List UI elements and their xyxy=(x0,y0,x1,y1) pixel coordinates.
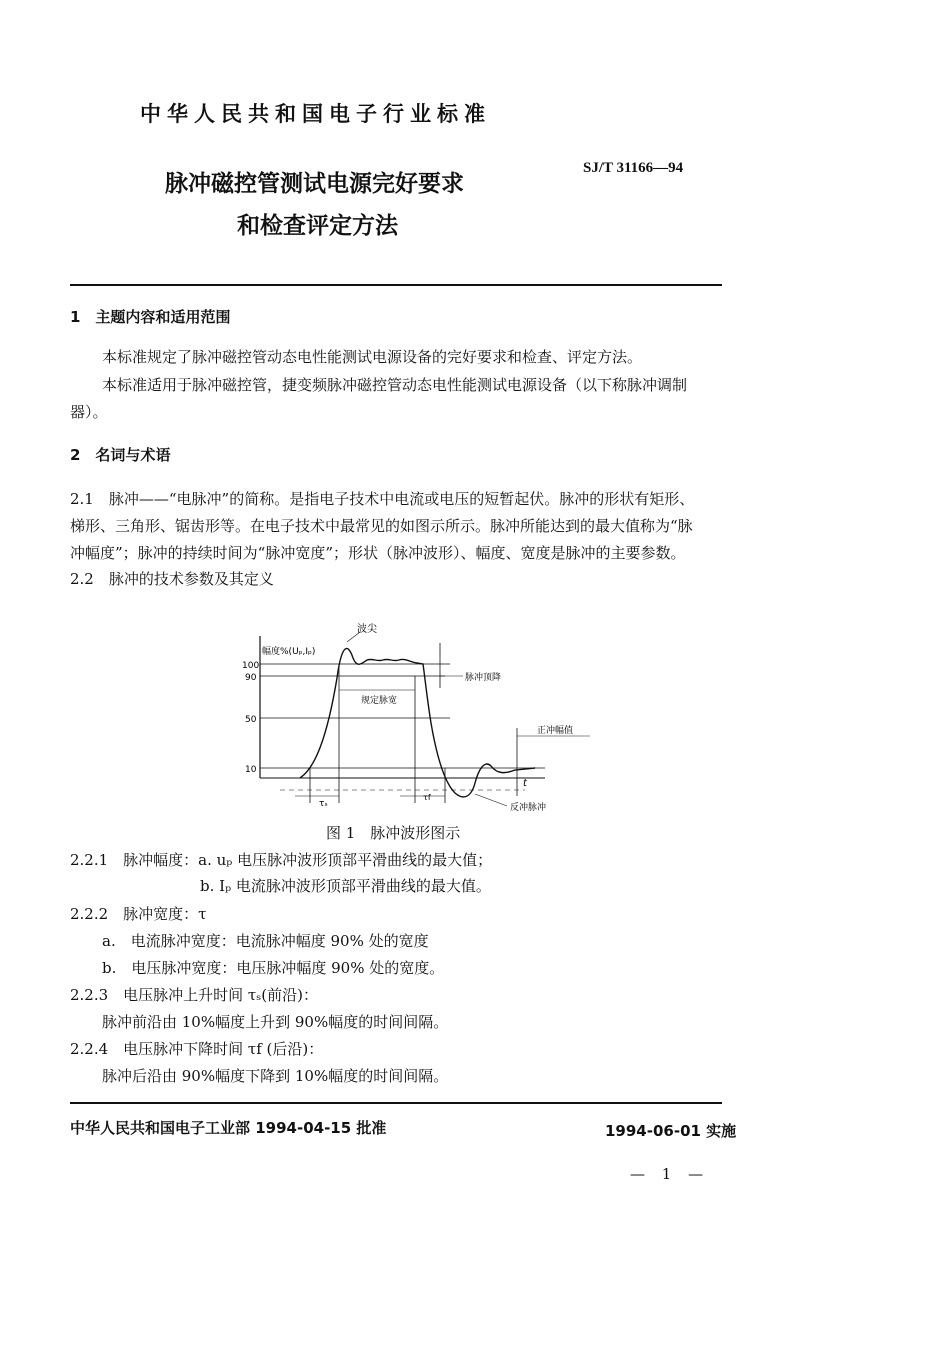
def-2-2-4: 2.2.4 电压脉冲下降时间 τf (后沿)： xyxy=(70,1040,324,1058)
y-axis-label: 幅度%(Uₚ,Iₚ) xyxy=(262,647,316,657)
pulse-waveform-curve xyxy=(300,648,535,796)
label-tau-s: τₛ xyxy=(319,799,328,809)
y-tick-100: 100 xyxy=(242,661,260,671)
reverse-leader xyxy=(475,794,507,806)
def-2-2-2-b: b. 电压脉冲宽度：电压脉冲幅度 90% 处的宽度。 xyxy=(102,959,445,977)
label-tau-f: τf xyxy=(423,793,431,802)
section-1-paragraph-1: 本标准规定了脉冲磁控管动态电性能测试电源设备的完好要求和检查、评定方法。 xyxy=(102,348,643,366)
y-tick-10: 10 xyxy=(245,765,257,775)
def-2-2-3: 2.2.3 电压脉冲上升时间 τₛ(前沿)： xyxy=(70,986,318,1004)
def-2-2-1-a: 2.2.1 脉冲幅度：a. uₚ 电压脉冲波形顶部平滑曲线的最大值； xyxy=(70,851,493,869)
y-tick-90: 90 xyxy=(245,673,257,683)
standard-code: SJ/T 31166—94 xyxy=(583,160,684,176)
section-1-paragraph-2: 本标准适用于脉冲磁控管，捷变频脉冲磁控管动态电性能测试电源设备（以下称脉冲调制 xyxy=(102,376,688,394)
section-2-1-line1: 2.1 脉冲——“电脉冲”的简称。是指电子技术中电流或电压的短暂起伏。脉冲的形状有矩形、 xyxy=(70,490,695,508)
label-droop: 脉冲顶降 xyxy=(465,673,502,683)
standard-header: 中华人民共和国电子行业标准 xyxy=(140,102,491,126)
doc-title-line2: 和检查评定方法 xyxy=(237,213,398,239)
y-tick-50: 50 xyxy=(245,715,257,725)
section-1-heading: 1 主题内容和适用范围 xyxy=(70,308,231,326)
section-2-2: 2.2 脉冲的技术参数及其定义 xyxy=(70,570,274,588)
def-2-2-3-text: 脉冲前沿由 10%幅度上升到 90%幅度的时间间隔。 xyxy=(102,1013,449,1031)
def-2-2-2: 2.2.2 脉冲宽度：τ xyxy=(70,905,207,923)
section-2-heading: 2 名词与术语 xyxy=(70,446,171,464)
header-rule xyxy=(70,284,722,286)
def-2-2-1-b: b. Iₚ 电流脉冲波形顶部平滑曲线的最大值。 xyxy=(200,877,491,895)
label-overshoot: 波尖 xyxy=(357,624,377,635)
def-2-2-2-a: a. 电流脉冲宽度：电流脉冲幅度 90% 处的宽度 xyxy=(102,932,429,950)
label-reverse: 反冲脉冲 xyxy=(510,803,547,813)
figure-caption: 图 1 脉冲波形图示 xyxy=(326,824,461,842)
footer-effective: 1994-06-01 实施 xyxy=(605,1122,737,1140)
footer-rule xyxy=(70,1102,722,1104)
label-t: t xyxy=(523,778,527,789)
section-2-1-line3: 冲幅度”；脉冲的持续时间为“脉冲宽度”；形状（脉冲波形）、幅度、宽度是脉冲的主要参数。 xyxy=(70,544,686,562)
pulse-waveform-figure xyxy=(235,618,605,818)
footer-approved: 中华人民共和国电子工业部 1994-04-15 批准 xyxy=(70,1119,387,1137)
section-1-paragraph-2-cont: 器）。 xyxy=(70,403,108,421)
section-2-1-line2: 梯形、三角形、锯齿形等。在电子技术中最常见的如图示所示。脉冲所能达到的最大值称为“脉 xyxy=(70,517,693,535)
def-2-2-4-text: 脉冲后沿由 90%幅度下降到 10%幅度的时间间隔。 xyxy=(102,1067,449,1085)
label-positive: 正冲幅值 xyxy=(537,726,574,736)
label-width: 规定脉宽 xyxy=(361,696,398,706)
page-number: — 1 — xyxy=(630,1165,710,1183)
doc-title-line1: 脉冲磁控管测试电源完好要求 xyxy=(165,171,464,197)
